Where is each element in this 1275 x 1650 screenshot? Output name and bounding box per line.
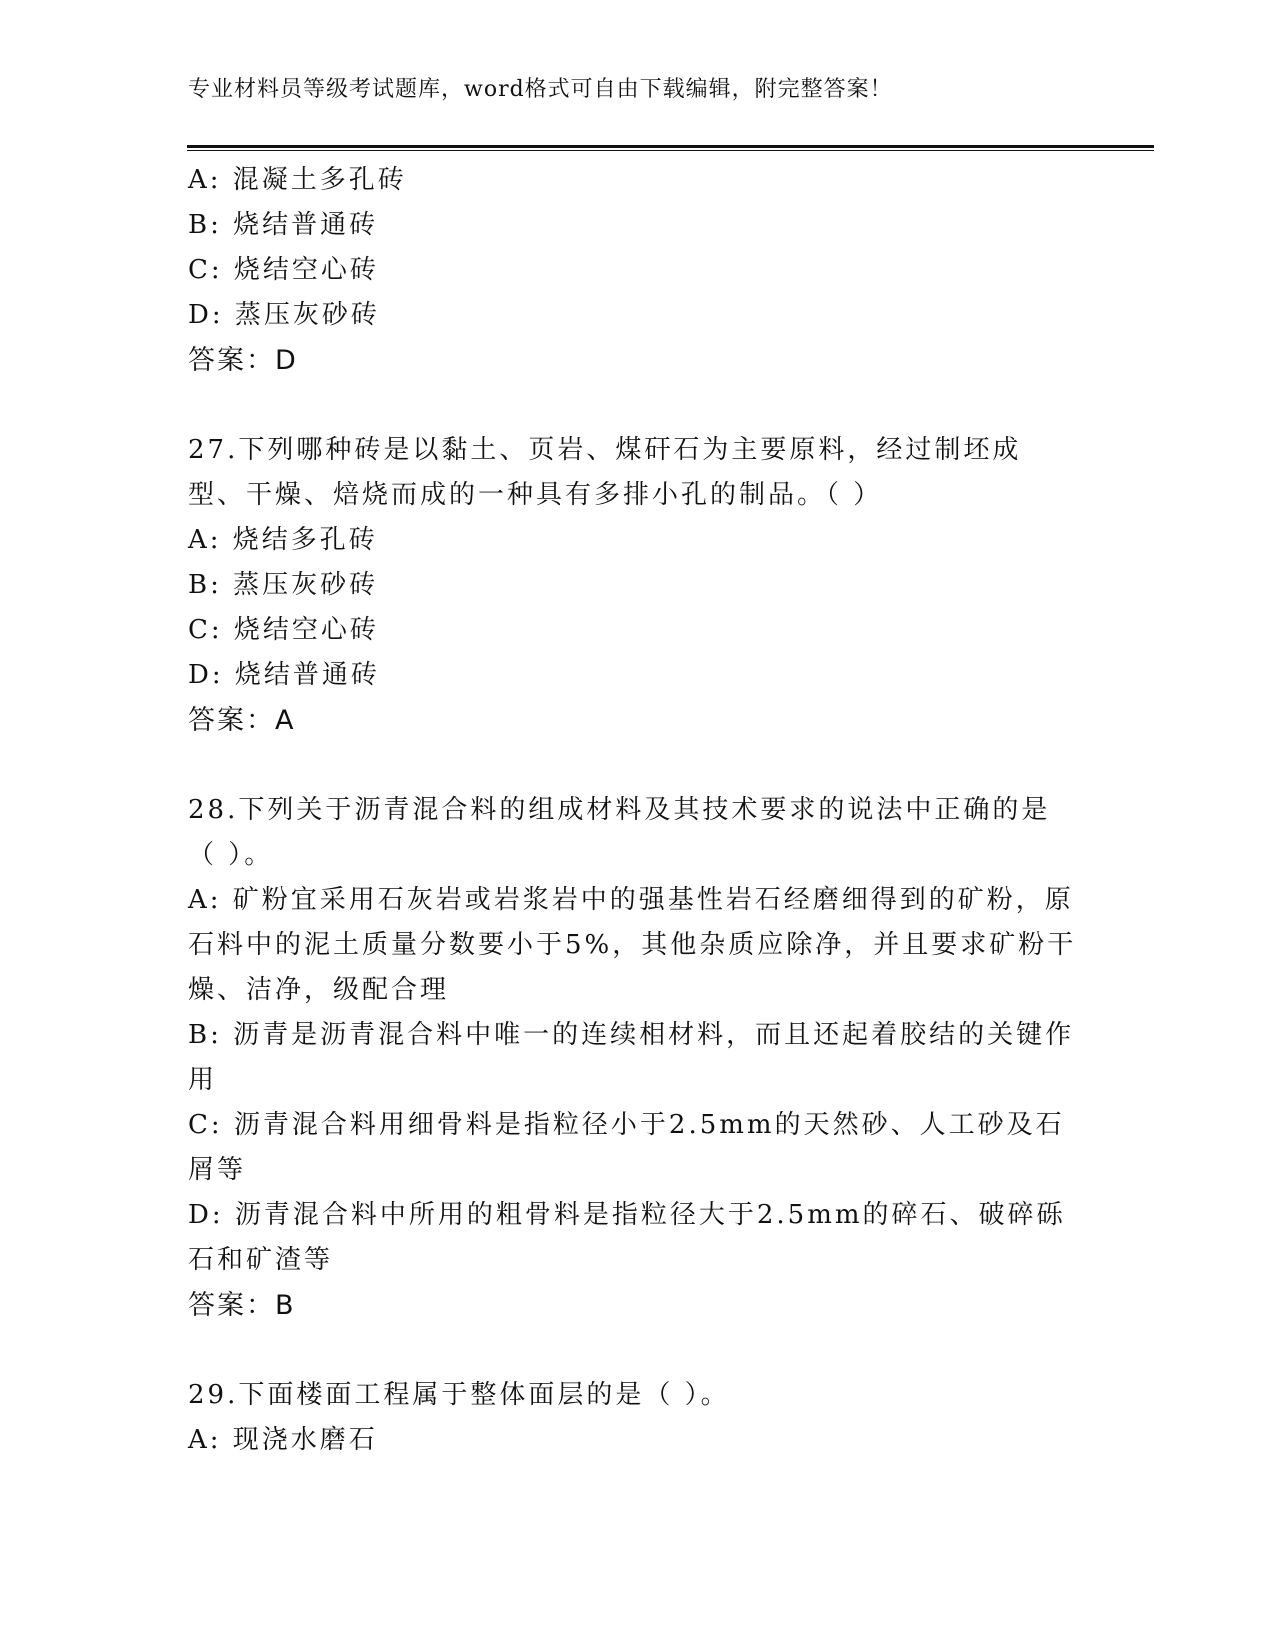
spacer xyxy=(188,383,1078,428)
q28-option-a: A: 矿粉宜采用石灰岩或岩浆岩中的强基性岩石经磨细得到的矿粉，原石料中的泥土质量分数要小于5%，其他杂质应除净，并且要求矿粉干燥、洁净，级配合理 xyxy=(188,885,1077,1005)
q27-option-a: A: 烧结多孔砖 xyxy=(188,525,378,555)
q26-option-a: A: 混凝土多孔砖 xyxy=(188,165,407,195)
page-header-title: 专业材料员等级考试题库，word格式可自由下载编辑，附完整答案！ xyxy=(188,77,893,102)
question-28-block xyxy=(188,788,1078,1328)
spacer xyxy=(188,1328,1078,1373)
q26-answer: 答案：D xyxy=(188,345,298,376)
question-content xyxy=(188,158,1078,1463)
spacer xyxy=(188,743,1078,788)
q28-answer: 答案：B xyxy=(188,1290,296,1321)
header-rule-thin xyxy=(187,150,1154,151)
q26-option-c: C: 烧结空心砖 xyxy=(188,255,379,285)
q27-answer: 答案：A xyxy=(188,705,296,736)
q29-stem: 29.下面楼面工程属于整体面层的是（ ）。 xyxy=(188,1380,730,1410)
header-rule-thick xyxy=(187,145,1154,148)
q28-option-c: C: 沥青混合料用细骨料是指粒径小于2.5mm的天然砂、人工砂及石屑等 xyxy=(188,1110,1065,1185)
q28-stem: 28.下列关于沥青混合料的组成材料及其技术要求的说法中正确的是（ ）。 xyxy=(188,795,1051,870)
question-27-block xyxy=(188,428,1078,743)
q27-option-c: C: 烧结空心砖 xyxy=(188,615,379,645)
q26-option-b: B: 烧结普通砖 xyxy=(188,210,379,240)
q26-option-d: D: 蒸压灰砂砖 xyxy=(188,300,380,330)
q27-option-b: B: 蒸压灰砂砖 xyxy=(188,570,379,600)
q28-option-d: D: 沥青混合料中所用的粗骨料是指粒径大于2.5mm的碎石、破碎砾石和矿渣等 xyxy=(188,1200,1066,1275)
q27-stem: 27.下列哪种砖是以黏土、页岩、煤矸石为主要原料，经过制坯成型、干燥、焙烧而成的一种具有多排小孔的制品。（ ） xyxy=(188,435,1022,510)
q29-option-a: A: 现浇水磨石 xyxy=(188,1425,378,1455)
question-29-block xyxy=(188,1373,1078,1463)
q27-option-d: D: 烧结普通砖 xyxy=(188,660,380,690)
question-26-block xyxy=(188,158,1078,383)
q28-option-b: B: 沥青是沥青混合料中唯一的连续相材料，而且还起着胶结的关键作用 xyxy=(188,1020,1075,1095)
